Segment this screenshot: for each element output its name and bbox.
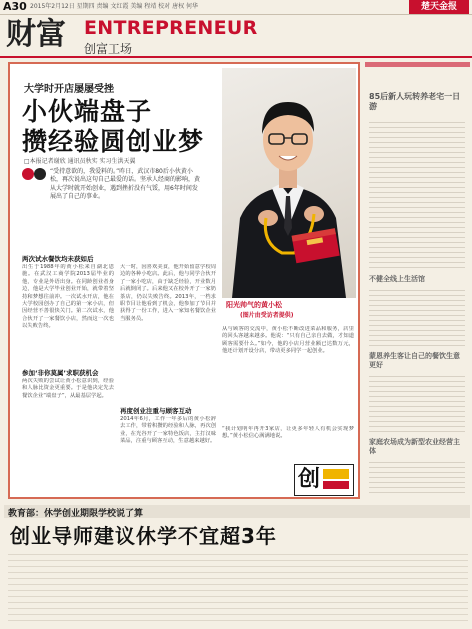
photo-caption <box>220 300 358 320</box>
right-story-4-headline: 家庭农场成为新型农业经营主体 <box>369 438 460 455</box>
portrait-illustration <box>222 68 356 298</box>
caption-title: 阳光帅气的黄小松 <box>226 301 282 309</box>
quote-dot-red <box>22 168 34 180</box>
right-story-4-text <box>369 458 465 496</box>
main-article <box>8 62 360 499</box>
bottom-kicker: 教育部：休学创业期限学校说了算 <box>8 509 144 519</box>
dateline: 2015年2月12日 星期四 责编 文红霞 美编 程靖 校对 唐权 何华 <box>30 3 198 10</box>
headline-line-1: 小伙端盘子 <box>22 97 153 126</box>
subhead-3: 再度创业注重与顾客互动 <box>120 407 192 415</box>
right-story-2-headline: 不健全线上生活馆 <box>369 275 425 283</box>
section-english: ENTREPRENEUR <box>84 17 258 39</box>
bottom-article <box>0 503 472 629</box>
section-divider <box>0 56 472 58</box>
right-story-1-text <box>369 118 465 268</box>
headline-line-2: 攒经验圆创业梦 <box>22 127 205 156</box>
bottom-headline: 创业导师建议休学不宜超3年 <box>10 524 277 548</box>
body-column-2: 大一时，因喜欢美食，他开始留意学校周边的各种小吃店。此后，他与同学合伙开了一家小吃店，由于缺乏经验，开业数月后就倒闭了。后来他又在校外开了一家奶茶店，仍以失败告终。2013年，一档求职节目让他看到了机会，他参加了节目并获得了一份工作，进入一家知名餐饮企业当服务员。 <box>120 264 216 322</box>
bottom-article-text <box>8 549 468 625</box>
portrait-photo <box>222 68 356 298</box>
right-column <box>365 62 470 499</box>
quote-dot-black <box>34 168 46 180</box>
right-story-1-headline: 85后新人玩转养老宅一日游 <box>369 92 461 111</box>
body-column-2b: 2014年6月，工作一年多后的黄小松辞去工作，带着积攒的经验和人脉，再次创业，在光谷开了一家特色饭店，主打汉味菜品，注重与顾客互动，生意越来越好。 <box>120 416 216 445</box>
logo-accent-bar <box>323 469 349 479</box>
right-story-3-headline: 蒙恩养生客让自己的餐饮生意更好 <box>369 352 460 369</box>
logo-accent-bar-2 <box>323 481 349 489</box>
right-story-2-text <box>369 286 465 346</box>
subhead-2: 参加‘非你莫属’求职获机会 <box>22 369 99 377</box>
subhead-1: 两次试水餐饮均未获如后 <box>22 255 94 263</box>
article-kicker: 大学时开店屡屡受挫 <box>24 84 114 95</box>
right-story-3-text <box>369 372 465 432</box>
page-number: A30 <box>3 0 27 13</box>
body-column-3b: “我计划明年再开3家店，让更多年轻人有机会实现梦想。”黄小松信心满满地说。 <box>222 426 354 440</box>
byline: □本报记者谢欣 通讯员秋实 实习生洪天翼 <box>24 158 136 165</box>
body-column-3: 从与顾客的交流中，黄小松不断改进菜品和服务，店里的回头客越来越多。他说：“只有自己亲自去做，才知道顾客需要什么。”如今，他的小店月营业额已达数万元，他还计划开设分店，带动更多同学一起创业。 <box>222 326 354 355</box>
body-column-1: 出生于1988年的黄小松来自湖北恩施。在武汉工商学院2013届毕业的他，专业是外语出身。在同龄创业者身边，他是大学毕业创业开始，就带着坚持和梦想往前冲。一次试水开店，他在大学校园创办了自己的第一家小店，但因经营不善很快关门。第二次试水，他合伙开了一家餐饮小店，然而这一次也以失败告终。 <box>22 264 114 330</box>
masthead: 楚天金报 <box>409 0 469 14</box>
section-logo <box>294 464 354 496</box>
caption-credit: (图片由受访者提供) <box>240 312 294 319</box>
body-column-1b: 两次失败的尝试让黄小松意识到，经验和人脉比资金更重要。于是他决定先去餐饮企业“端盘子”，从最基层学起。 <box>22 378 114 399</box>
section-subtitle: 创富工场 <box>84 42 133 56</box>
logo-character: 创 <box>298 466 321 492</box>
right-col-rule <box>365 62 470 67</box>
article-intro: “受持意欲的，我爱料的。”昨日，武汉市80后小伙黄小松，再次说出这句自己最爱的话。坚承人经商的影响，黄从大学时就开始创业，遇到挫折没有气馁，用6年时间发展出了自己的事业。 <box>50 168 201 201</box>
section-title: 财富 <box>6 17 66 52</box>
